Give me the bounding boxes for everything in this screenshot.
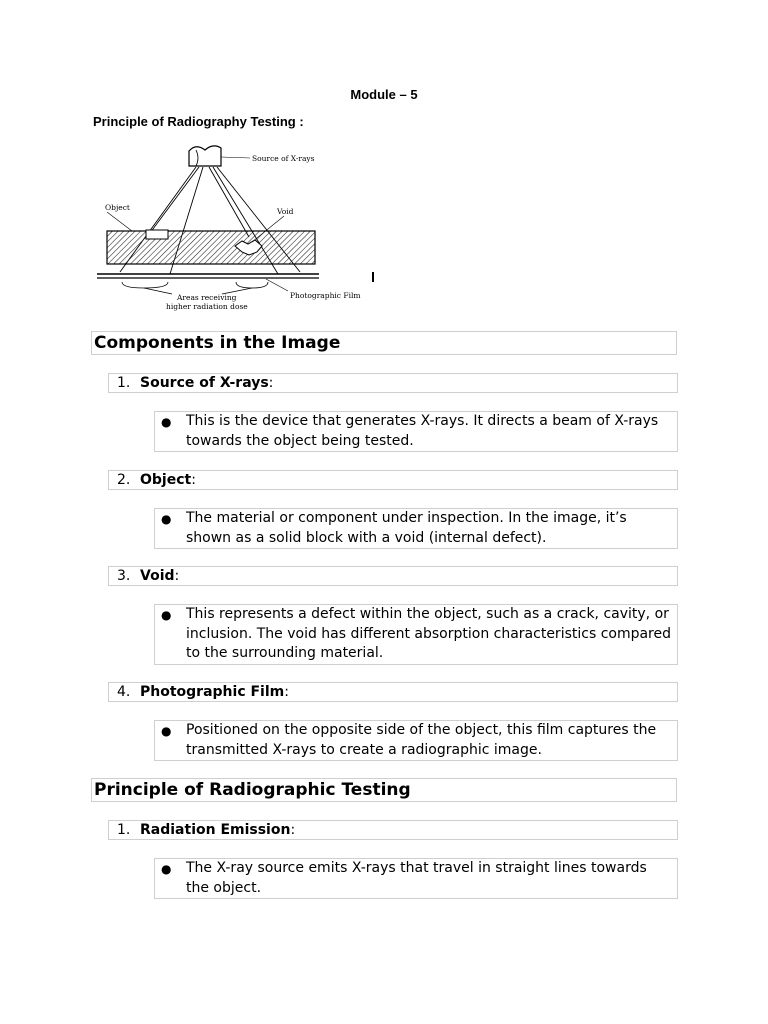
item-colon: : [174,568,180,584]
item-colon: : [268,375,274,391]
item-title: Radiation Emission [140,822,291,838]
section-heading-principle: Principle of Radiographic Testing [91,778,677,802]
item-number: 3. [117,568,131,584]
bullet-item [154,858,678,899]
module-title: Module – 5 [350,87,418,102]
list-item-header [108,373,678,393]
item-label [140,374,273,392]
bullet-icon: ● [161,415,172,429]
diagram-areas-label-2: higher radiation dose [166,302,248,311]
item-colon: : [284,684,289,700]
item-title: Object [140,472,192,488]
diagram-object-label: Object [105,203,130,212]
list-item-header [108,820,678,840]
item-colon: : [191,472,196,488]
item-number: 4. [117,684,131,700]
xray-source-icon [189,146,250,166]
diagram-areas-label-1: Areas receiving [177,293,237,302]
item-label [140,683,289,701]
bullet-icon: ● [161,724,172,738]
item-title: Photographic Film [140,684,285,700]
list-item-header [108,470,678,490]
section-heading-components: Components in the Image [91,331,677,355]
principle-label: Principle of Radiography Testing : [93,114,304,129]
item-label [140,471,196,489]
bullet-item [154,720,678,761]
radiography-diagram [92,138,382,316]
item-number: 1. [117,822,131,838]
item-title: Void [140,568,175,584]
diagram-void-label: Void [277,207,294,216]
bullet-text: The material or component under inspection. In the image, it’s shown as a solid block with a void (internal defect). [186,510,627,546]
diagram-source-label: Source of X-rays [252,154,315,163]
bullet-text: This is the device that generates X-rays. It directs a beam of X-rays towards the object being tested. [186,413,659,449]
list-item-header [108,566,678,586]
diagram-film-label: Photographic Film [290,291,361,300]
item-colon: : [290,822,296,838]
item-number: 1. [117,375,131,391]
bullet-item [154,508,678,549]
bullet-icon: ● [161,512,172,526]
list-item-header [108,682,678,702]
bullet-item [154,411,678,452]
bullet-icon: ● [161,862,172,876]
bullet-text: Positioned on the opposite side of the object, this film captures the transmitted X-rays to create a radiographic image. [186,722,657,758]
bullet-item [154,604,678,665]
item-label [140,567,179,585]
bullet-text: The X-ray source emits X-rays that travel in straight lines towards the object. [186,860,647,896]
object-block [107,230,315,264]
bullet-icon: ● [161,608,172,622]
item-label [140,821,295,839]
bullet-text: This represents a defect within the object, such as a crack, cavity, or inclusion. The void has different absorption characteristics compared to the surrounding material. [186,606,672,661]
item-number: 2. [117,472,131,488]
item-title: Source of X-rays [140,375,269,391]
